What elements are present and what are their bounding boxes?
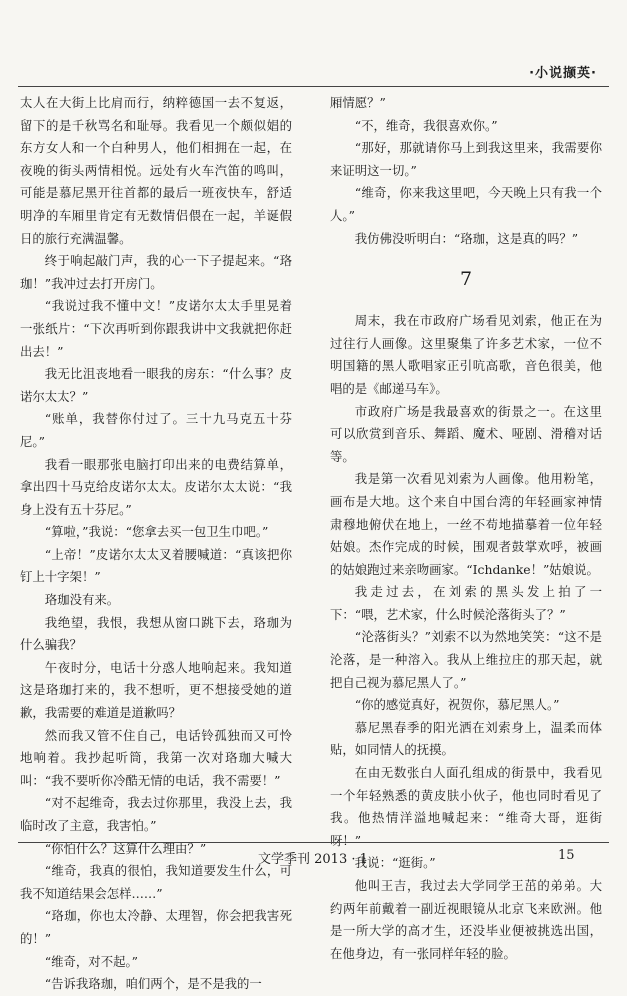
paragraph: “维奇，对不起。” [44,953,139,969]
paragraph: 我是第一次看见刘索为人画像。他用粉笔，画布是大地。这个来自中国台湾的年轻画家神情肃穆地俯伏在地上，一丝不苟地描摹着一位年轻姑娘。杰作完成的时候，围观者鼓掌欢呼，被画的姑娘跑过来亲吻画家。“Ichdanke！”姑娘说。 [330,471,602,577]
paragraph: 慕尼黑春季的阳光洒在刘索身上，温柔而体贴，如同情人的抚摸。 [330,719,602,758]
paragraph: “账单，我替你付过了。三十九马克五十芬尼。” [20,411,292,449]
right-column-after-chapter [330,310,602,965]
footer-rule [18,842,609,843]
chapter-number: 7 [459,268,473,291]
paragraph: 太人在大街上比肩而行，纳粹德国一去不复返，留下的是千秋骂名和耻辱。我看见一个颇似娼的东方女人和一个白种男人，他们相拥在一起，在夜晚的街头两情相悦。远处有火车汽笛的鸣叫，可能是慕尼黑开往首都的最后一班夜快车，舒适明净的车厢里肯定有无数情侣偎在一起，羊诞假日的旅行充满温馨。 [20,95,292,246]
paragraph: “沦落街头？”刘索不以为然地笑笑：“这不是沦落，是一种溶入。我从上维拉庄的那天起，就把自己视为慕尼黑人了。” [330,629,602,690]
paragraph: 我绝望，我恨，我想从窗口跳下去，珞珈为什么骗我？ [20,614,292,653]
paragraph: 午夜时分，电话十分惑人地响起来。我知道这是珞珈打来的，我不想听，更不想接受她的道歉，我需要的难道是道歉吗？ [20,659,292,721]
paragraph: 珞珈没有来。 [44,592,120,608]
paragraph: “算啦，”我说：“您拿去买一包卫生巾吧。” [44,524,269,540]
paragraph: 在由无数张白人面孔组成的街景中，我看见一个年轻熟悉的黄皮肤小伙子，他也同时看见了我。他热情洋溢地喊起来：“维奇大哥，逛街呀！” [330,765,602,848]
journal-issue: 文学季刊 2013 · 1 [258,852,368,867]
paragraph: 市政府广场是我最喜欢的街景之一。在这里可以欣赏到音乐、舞蹈、魔术、哑剧、滑稽对话等。 [330,403,602,464]
paragraph: 我走过去，在刘索的黑头发上拍了一下：“喂，艺术家，什么时候沦落街头了？” [330,584,602,622]
paragraph: “维奇，我真的很怕，我知道要发生什么，可我不知道结果会怎样……” [20,863,292,901]
paragraph: 他叫王吉，我过去大学同学王茁的弟弟。大约两年前戴着一副近视眼镜从北京飞来欧洲。他是一所大学的高才生，还没毕业便被挑选出国，在他身边，有一张同样年轻的脸。 [330,878,602,961]
right-column-before-chapter [330,92,602,250]
section-label: ·小说撷英· [529,66,597,81]
paragraph: 我说：“逛街。” [354,855,436,871]
paragraph: “不，维奇，我很喜欢你。” [354,117,498,133]
paragraph: 厢情愿？” [330,95,386,110]
paragraph: 我仿佛没听明白：“珞珈，这是真的吗？” [354,230,579,246]
paragraph: “你的感觉真好，祝贺你，慕尼黑人。” [354,697,560,713]
paragraph: 我看一眼那张电脑打印出来的电费结算单，拿出四十马克给皮诺尔太太。皮诺尔太太说：“我身上没有五十芬尼。” [20,456,292,517]
paragraph: “告诉我珞珈，咱们两个，是不是我的一 [44,976,262,992]
header-rule [18,86,609,87]
paragraph: “上帝！”皮诺尔太太叉着腰喊道：“真该把你钉上十字架！” [20,546,292,585]
paragraph: “对不起维奇，我去过你那里，我没上去，我临时改了主意，我害怕。” [20,795,292,833]
page-number: 15 [558,848,575,863]
paragraph: “你怕什么？这算什么理由？” [44,840,207,856]
paragraph: “珞珈，你也太冷静、太理智，你会把我害死的！” [20,908,292,946]
paragraph: 然而我又管不住自己，电话铃孤独而又可怜地响着。我抄起听筒，我第一次对珞珈大喊大叫：“我不要听你冷酷无情的电话，我不需要！” [20,727,292,788]
paragraph: 终于响起敲门声，我的心一下子提起来。“珞珈！”我冲过去打开房门。 [20,253,292,291]
paragraph: “维奇，你来我这里吧，今天晚上只有我一个人。” [330,185,602,223]
paragraph: “那好，那就请你马上到我这里来，我需要你来证明这一切。” [330,140,602,178]
paragraph: 周末，我在市政府广场看见刘索，他正在为过往行人画像。这里聚集了许多艺术家，一位不明国籍的黑人歌唱家正引吭高歌，音色很美，他唱的是《邮递马车》。 [330,313,602,396]
right-column [330,92,602,965]
paragraph: “我说过我不懂中文！”皮诺尔太太手里晃着一张纸片：“下次再听到你跟我讲中文我就把你赶出去！” [20,298,292,359]
paragraph: 我无比沮丧地看一眼我的房东：“什么事？皮诺尔太太？” [20,366,292,404]
left-column [20,92,292,996]
